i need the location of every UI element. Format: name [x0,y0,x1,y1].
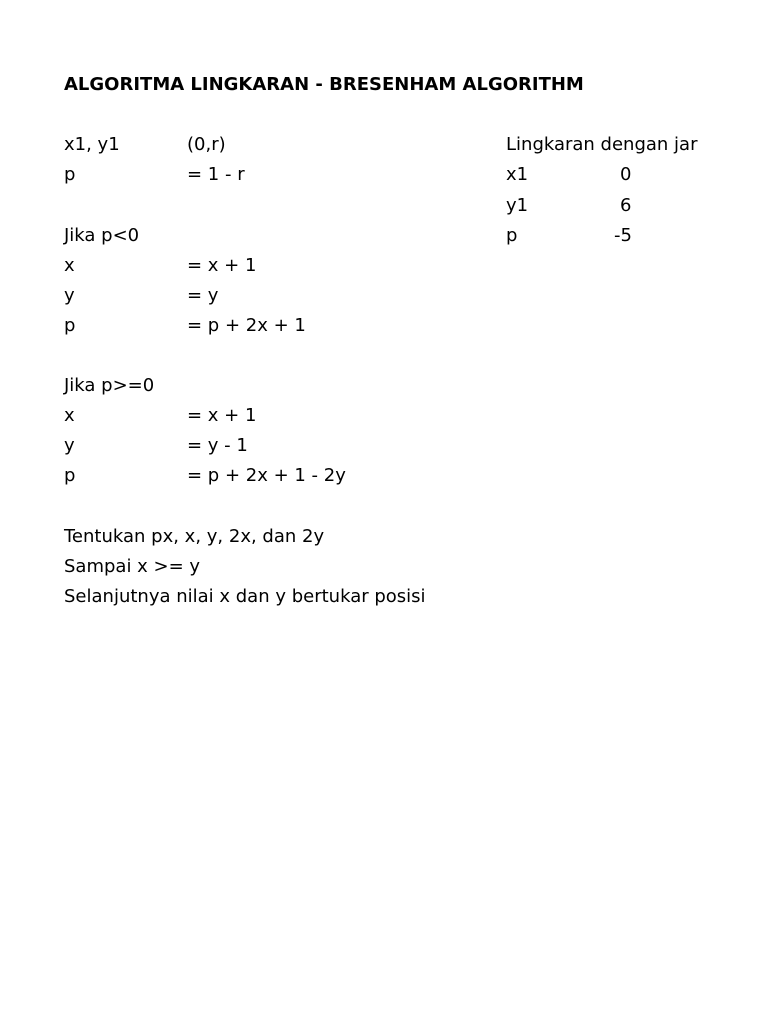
right-value-p: -5 [614,225,632,246]
case-negative-value-p: = p + 2x + 1 [187,315,306,336]
right-label-p: p [506,225,518,246]
case-negative-value-x: = x + 1 [187,255,257,276]
right-value-y1: 6 [620,195,632,216]
note-line: Tentukan px, x, y, 2x, dan 2y [64,526,325,547]
right-value-x1: 0 [620,164,632,185]
right-heading: Lingkaran dengan jar [506,134,698,155]
case-negative-value-y: = y [187,285,219,306]
case-nonnegative-value-p: = p + 2x + 1 - 2y [187,465,346,486]
init-value-x1-y1: (0,r) [187,134,226,155]
init-label-p: p [64,164,76,185]
case-negative-label-x: x [64,255,75,276]
init-label-x1-y1: x1, y1 [64,134,120,155]
case-nonnegative-value-x: = x + 1 [187,405,257,426]
case-nonnegative-label-p: p [64,465,76,486]
document-title: ALGORITMA LINGKARAN - BRESENHAM ALGORITHM [64,74,584,95]
case-nonnegative-value-y: = y - 1 [187,435,248,456]
case-negative-label-y: y [64,285,75,306]
right-label-x1: x1 [506,164,529,185]
case-nonnegative-label-x: x [64,405,75,426]
case-negative-label-p: p [64,315,76,336]
case-negative-heading: Jika p<0 [64,225,140,246]
note-line: Sampai x >= y [64,556,201,577]
init-value-p: = 1 - r [187,164,245,185]
case-nonnegative-label-y: y [64,435,75,456]
right-label-y1: y1 [506,195,529,216]
case-nonnegative-heading: Jika p>=0 [64,375,155,396]
note-line: Selanjutnya nilai x dan y bertukar posisi [64,586,426,607]
